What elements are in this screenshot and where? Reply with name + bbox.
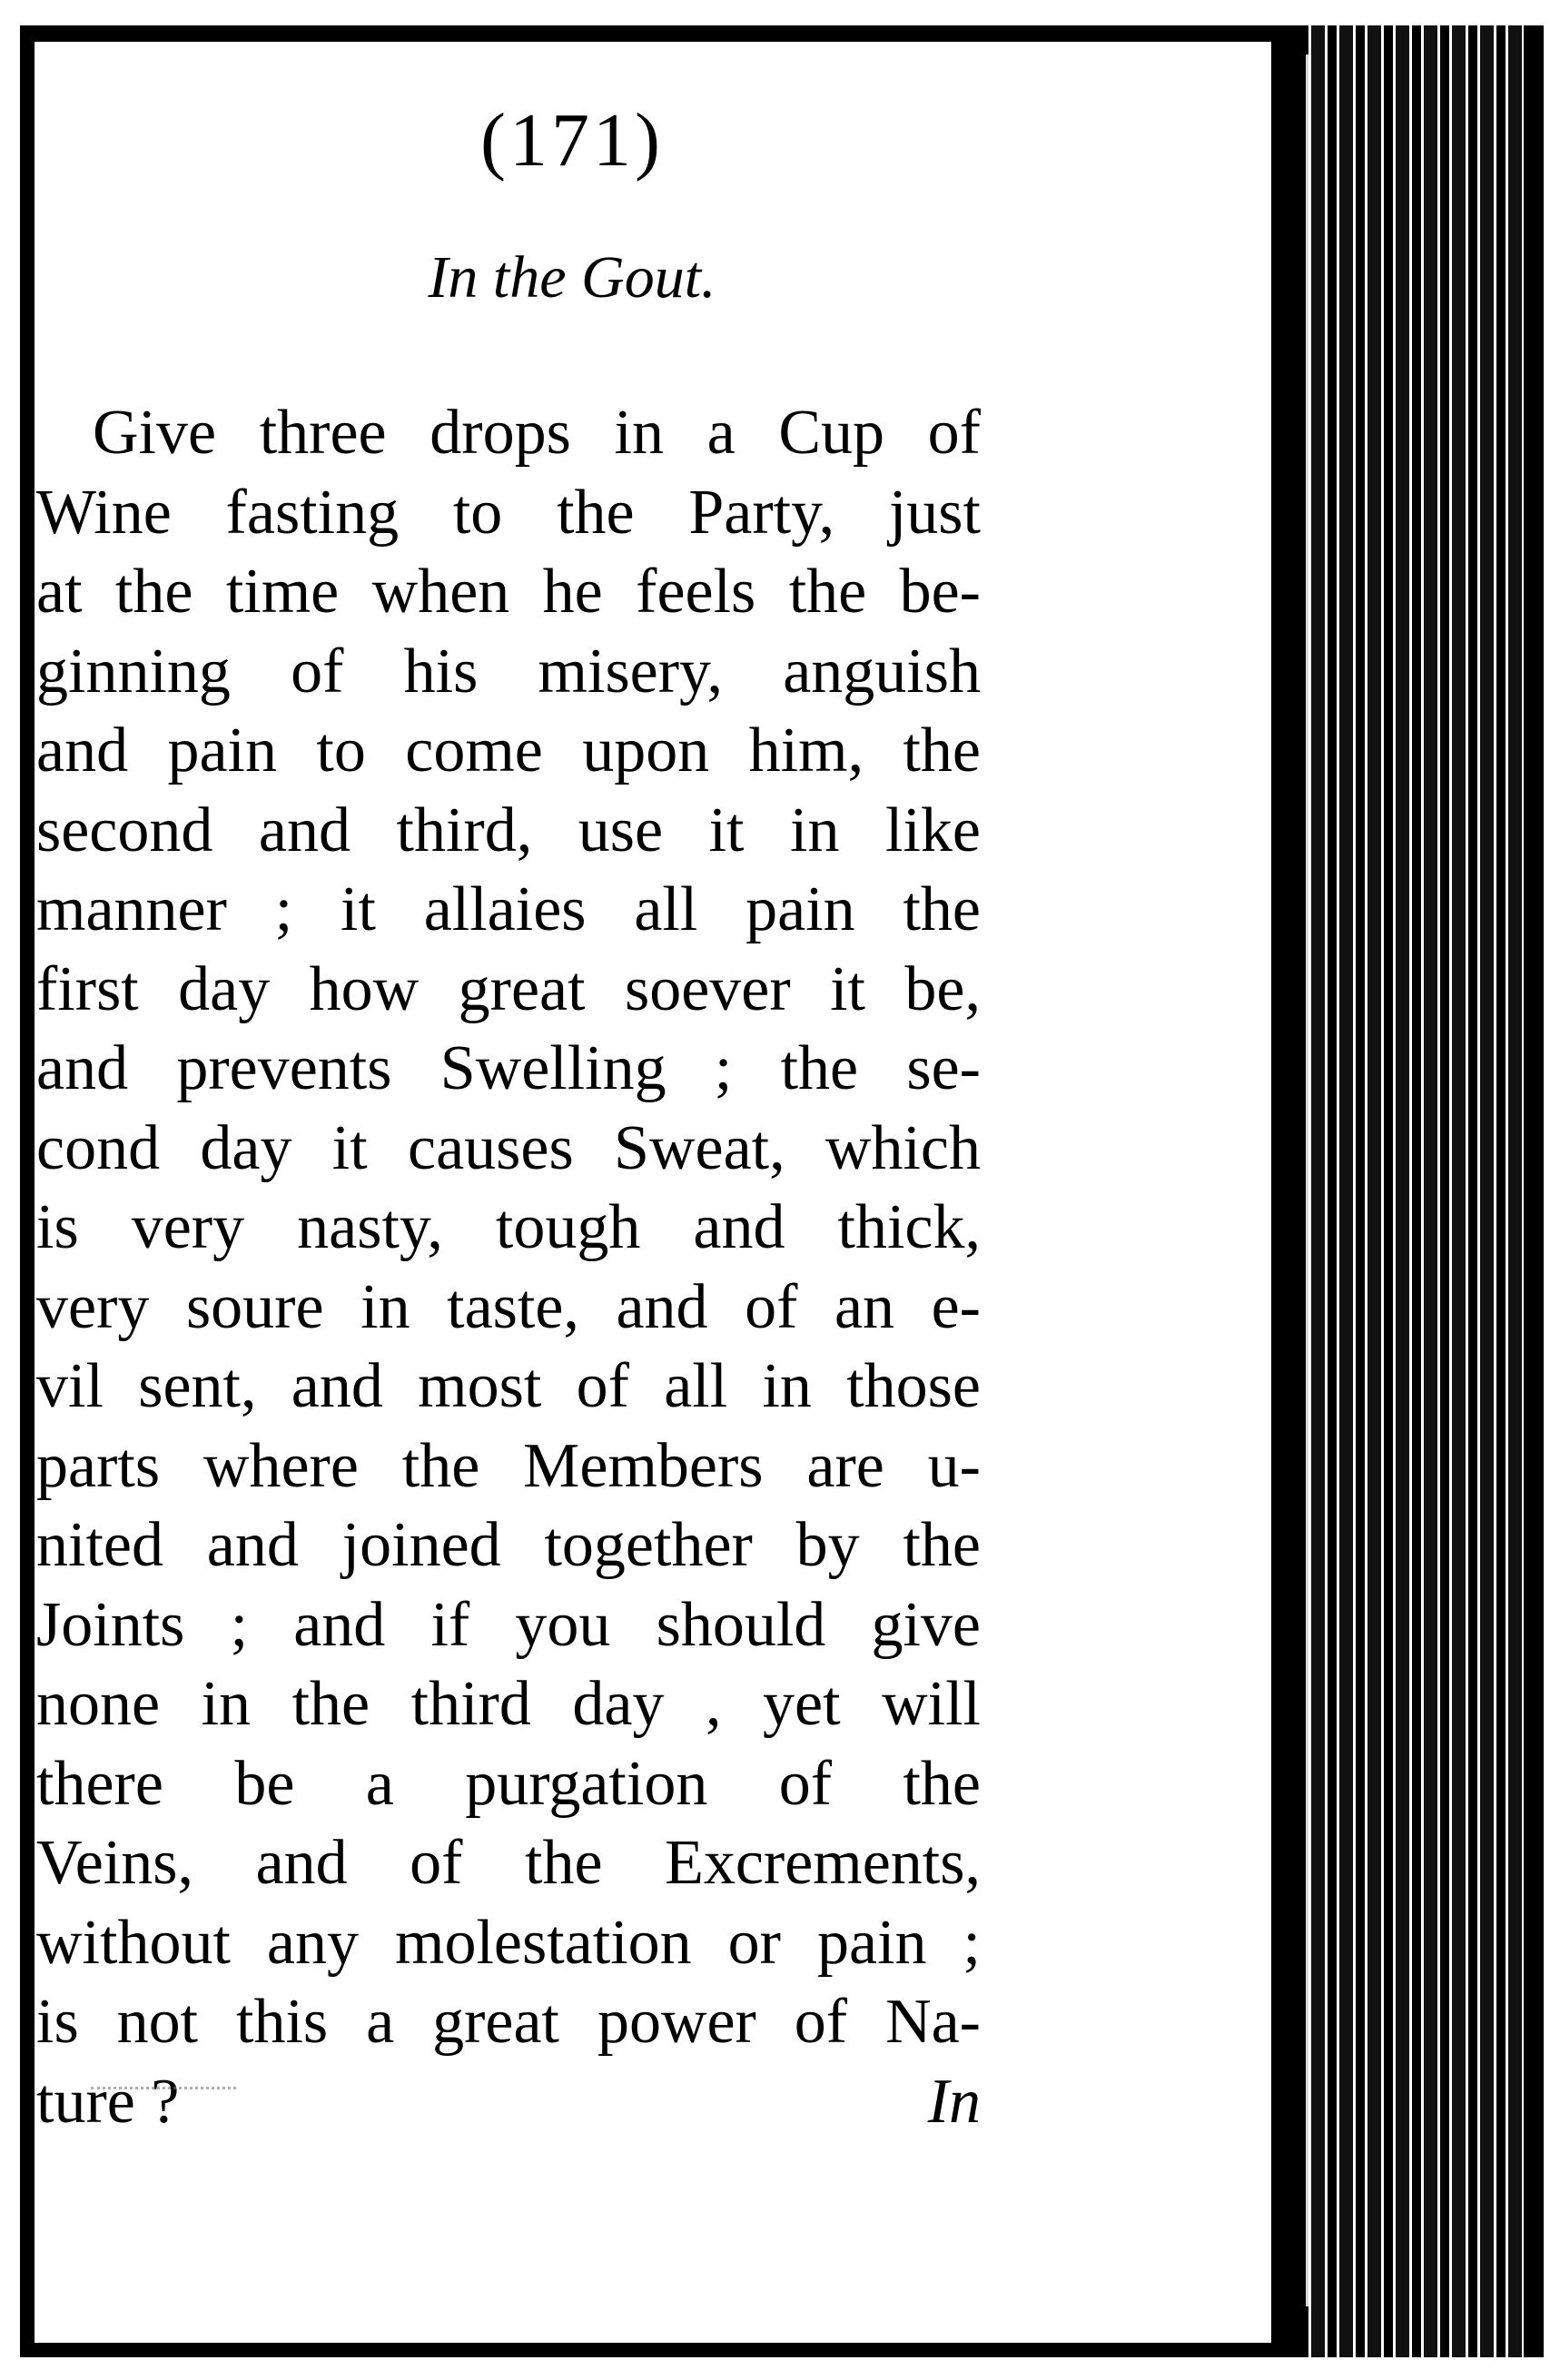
page-edge-highlight [1306,54,1311,2306]
text-line: is very nasty, tough and thick, [36,1192,981,1262]
catchword: In [927,2066,981,2137]
text-line: ginning of his misery, anguish [36,636,981,706]
text-line: and pain to come upon him, the [36,716,981,785]
body-text [36,393,981,2141]
text-line: Give three drops in a Cup of [93,398,981,468]
page-number: (171) [480,98,664,183]
text-line: and prevents Swelling ; the se- [36,1033,981,1103]
text-line: cond day it causes Sweat, which [36,1112,981,1183]
text-line: none in the third day , yet will [36,1669,981,1739]
text-line: without any molestation or pain ; [36,1907,981,1978]
text-line: Veins, and of the Excrements, [36,1828,981,1898]
text-line: manner ; it allaies all pain the [36,874,981,944]
text-line: vil sent, and most of all in those [36,1351,981,1421]
book-page [36,44,1271,2341]
section-heading: In the Gout. [428,244,716,311]
text-line: there be a purgation of the [36,1748,981,1819]
text-line: second and third, use it in like [36,795,981,865]
ink-stain [91,2087,236,2126]
last-line-text: ture ? [36,2066,180,2137]
text-line: is not this a great power of Na- [36,1987,981,2057]
text-line: parts where the Members are u- [36,1430,981,1501]
text-line: at the time when he feels the be- [36,557,981,627]
text-line: Wine fasting to the Party, just [36,477,981,548]
text-line: Joints ; and if you should give [36,1589,981,1660]
text-line: first day how great soever it be, [36,953,981,1024]
text-line: very soure in taste, and of an e- [36,1271,981,1342]
book-page-edges [1271,25,1544,2357]
text-line: nited and joined together by the [36,1510,981,1580]
